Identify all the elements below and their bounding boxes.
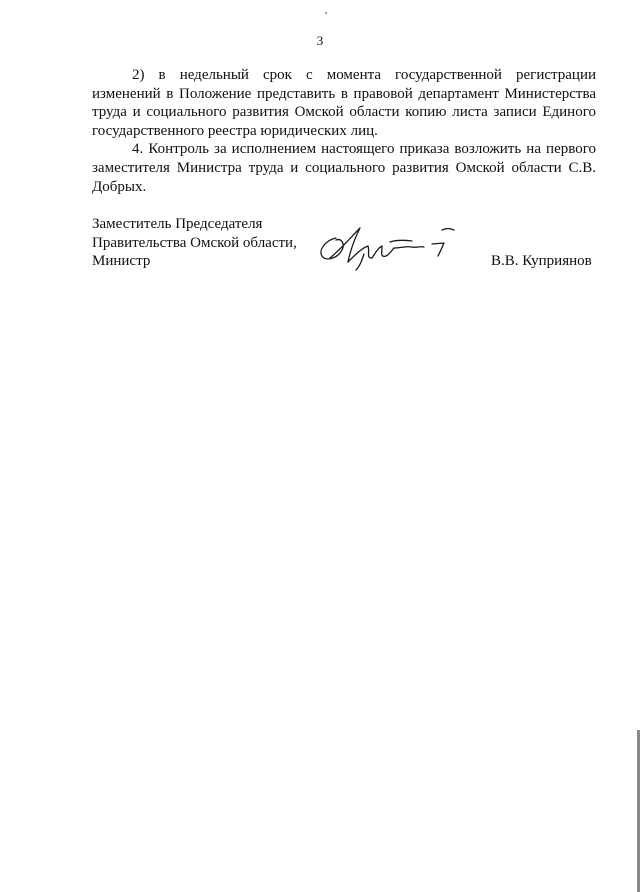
signatory-title-line: Заместитель Председателя [92, 216, 263, 232]
signatory-title-line: Правительства Омской области, [92, 234, 297, 251]
handwritten-signature [312, 218, 462, 272]
scan-artifact [325, 12, 327, 14]
page-number: 3 [316, 33, 324, 48]
paragraph-control: 4. Контроль за исполнением настоящего приказа возложить на первого заместителя Министра труда и социального развития Омской области С.В. Добрых. [92, 141, 596, 195]
signatory-title-line: Министр [92, 253, 151, 270]
document-body [92, 66, 596, 196]
signatory-title [92, 215, 297, 271]
signatory-name: В.В. Куприянов [491, 253, 592, 269]
paragraph-registration: 2) в недельный срок с момента государственной регистрации изменений в Положение представить в правовой департамент Министерства труда и социального развития Омской области копию листа записи Единого государственного реестра юридических лиц. [92, 67, 596, 139]
